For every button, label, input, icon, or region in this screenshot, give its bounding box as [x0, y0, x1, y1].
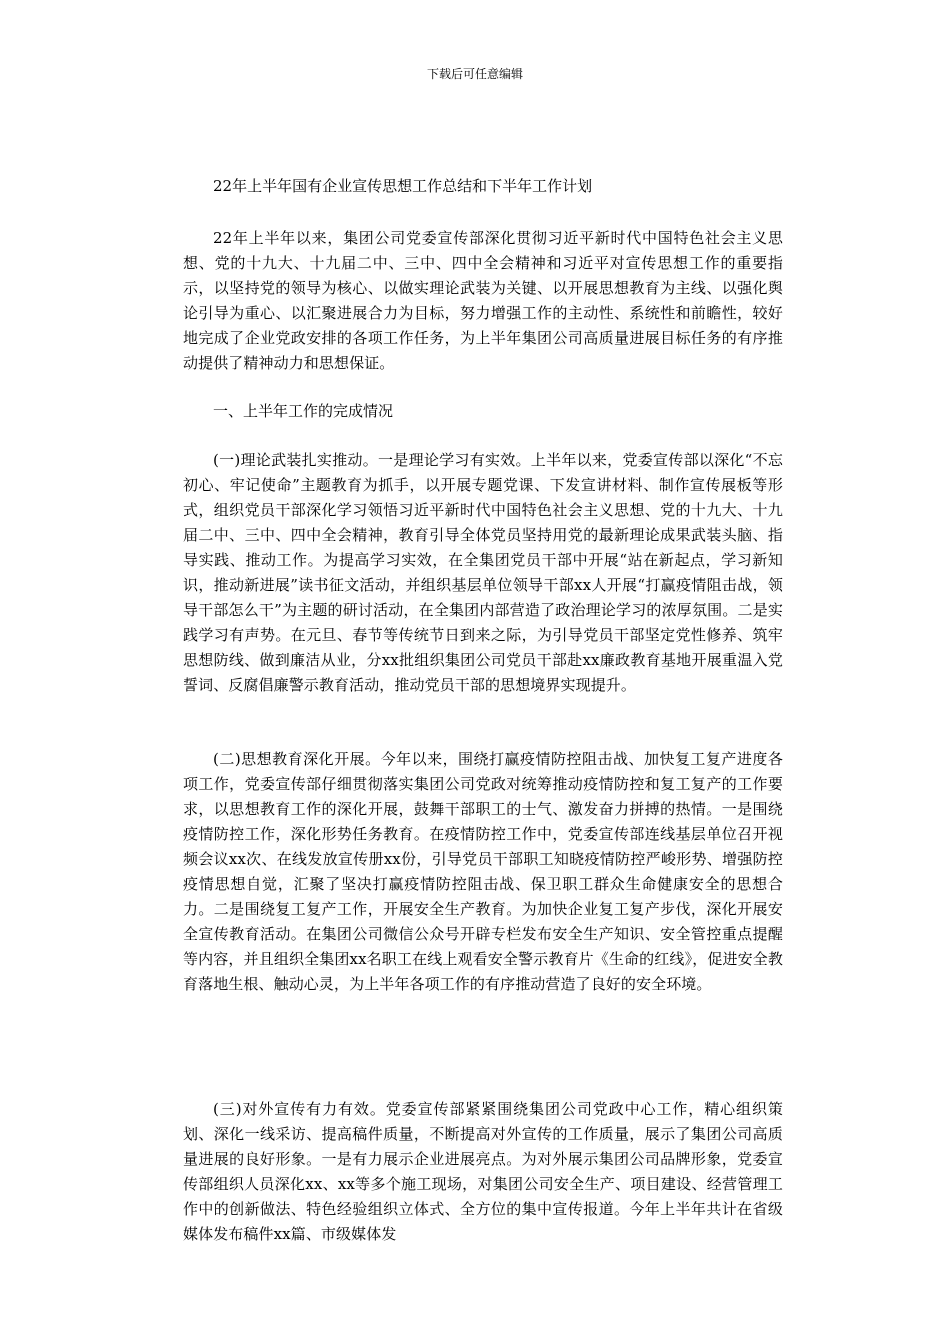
subsection-paragraph-3: (三)对外宣传有力有效。党委宣传部紧紧围绕集团公司党政中心工作，精心组织策划、深化一线采访、提高稿件质量，不断提高对外宣传的工作质量，展示了集团公司高质量进展的良好形象。一是有力展示企业进展亮点。为对外展示集团公司品牌形象，党委宣传部组织人员深化xx、xx等多个施工现场，对集团公司安全生产、项目建设、经营管理工作中的创新做法、特色经验组织立体式、全方位的集中宣传报道。今年上半年共计在省级媒体发布稿件xx篇、市级媒体发: [183, 1100, 783, 1243]
subsection-paragraph-2: (二)思想教育深化开展。今年以来，围绕打赢疫情防控阻击战、加快复工复产进度各项工作，党委宣传部仔细贯彻落实集团公司党政对统筹推动疫情防控和复工复产的工作要求，以思想教育工作的深化开展，鼓舞干部职工的士气、激发奋力拼搏的热情。一是围绕疫情防控工作，深化形势任务教育。在疫情防控工作中，党委宣传部连线基层单位召开视频会议xx次、在线发放宣传册xx份，引导党员干部职工知晓疫情防控严峻形势、增强防控疫情思想自觉，汇聚了坚决打赢疫情防控阻击战、保卫职工群众生命健康安全的思想合力。二是围绕复工复产工作，开展安全生产教育。为加快企业复工复产步伐，深化开展安全宣传教育活动。在集团公司微信公众号开辟专栏发布安全生产知识、安全管控重点提醒等内容，并且组织全集团xx名职工在线上观看安全警示教育片《生命的红线》，促进安全教育落地生根、触动心灵，为上半年各项工作的有序推动营造了良好的安全环境。: [183, 750, 783, 993]
subsection-paragraph-1: (一)理论武装扎实推动。一是理论学习有实效。上半年以来，党委宣传部以深化“不忘初心、牢记使命”主题教育为抓手，以开展专题党课、下发宣讲材料、制作宣传展板等形式，组织党员干部深化学习领悟习近平新时代中国特色社会主义思想、党的十九大、十九届二中、三中、四中全会精神，教育引导全体党员坚持用党的最新理论成果武装头脑、指导实践、推动工作。为提高学习实效，在全集团党员干部中开展“站在新起点，学习新知识，推动新进展”读书征文活动，并组织基层单位领导干部xx人开展“打赢疫情阻击战，领导干部怎么干”为主题的研讨活动，在全集团内部营造了政治理论学习的浓厚氛围。二是实践学习有声势。在元旦、春节等传统节日到来之际，为引导党员干部坚定党性修养、筑牢思想防线、做到廉洁从业，分xx批组织集团公司党员干部赴xx廉政教育基地开展重温入党誓词、反腐倡廉警示教育活动，推动党员干部的思想境界实现提升。: [183, 451, 783, 694]
download-note: 下载后可任意编辑: [426, 67, 523, 81]
document-title: 22年上半年国有企业宣传思想工作总结和下半年工作计划: [213, 177, 593, 195]
intro-paragraph: 22年上半年以来，集团公司党委宣传部深化贯彻习近平新时代中国特色社会主义思想、党的十九大、十九届二中、三中、四中全会精神和习近平对宣传思想工作的重要指示，以坚持党的领导为核心、以做实理论武装为关键、以开展思想教育为主线、以强化舆论引导为重心、以汇聚进展合力为目标，努力增强工作的主动性、系统性和前瞻性，较好地完成了企业党政安排的各项工作任务，为上半年集团公司高质量进展目标任务的有序推动提供了精神动力和思想保证。: [183, 229, 783, 372]
section-heading-1: 一、上半年工作的完成情况: [213, 402, 394, 420]
